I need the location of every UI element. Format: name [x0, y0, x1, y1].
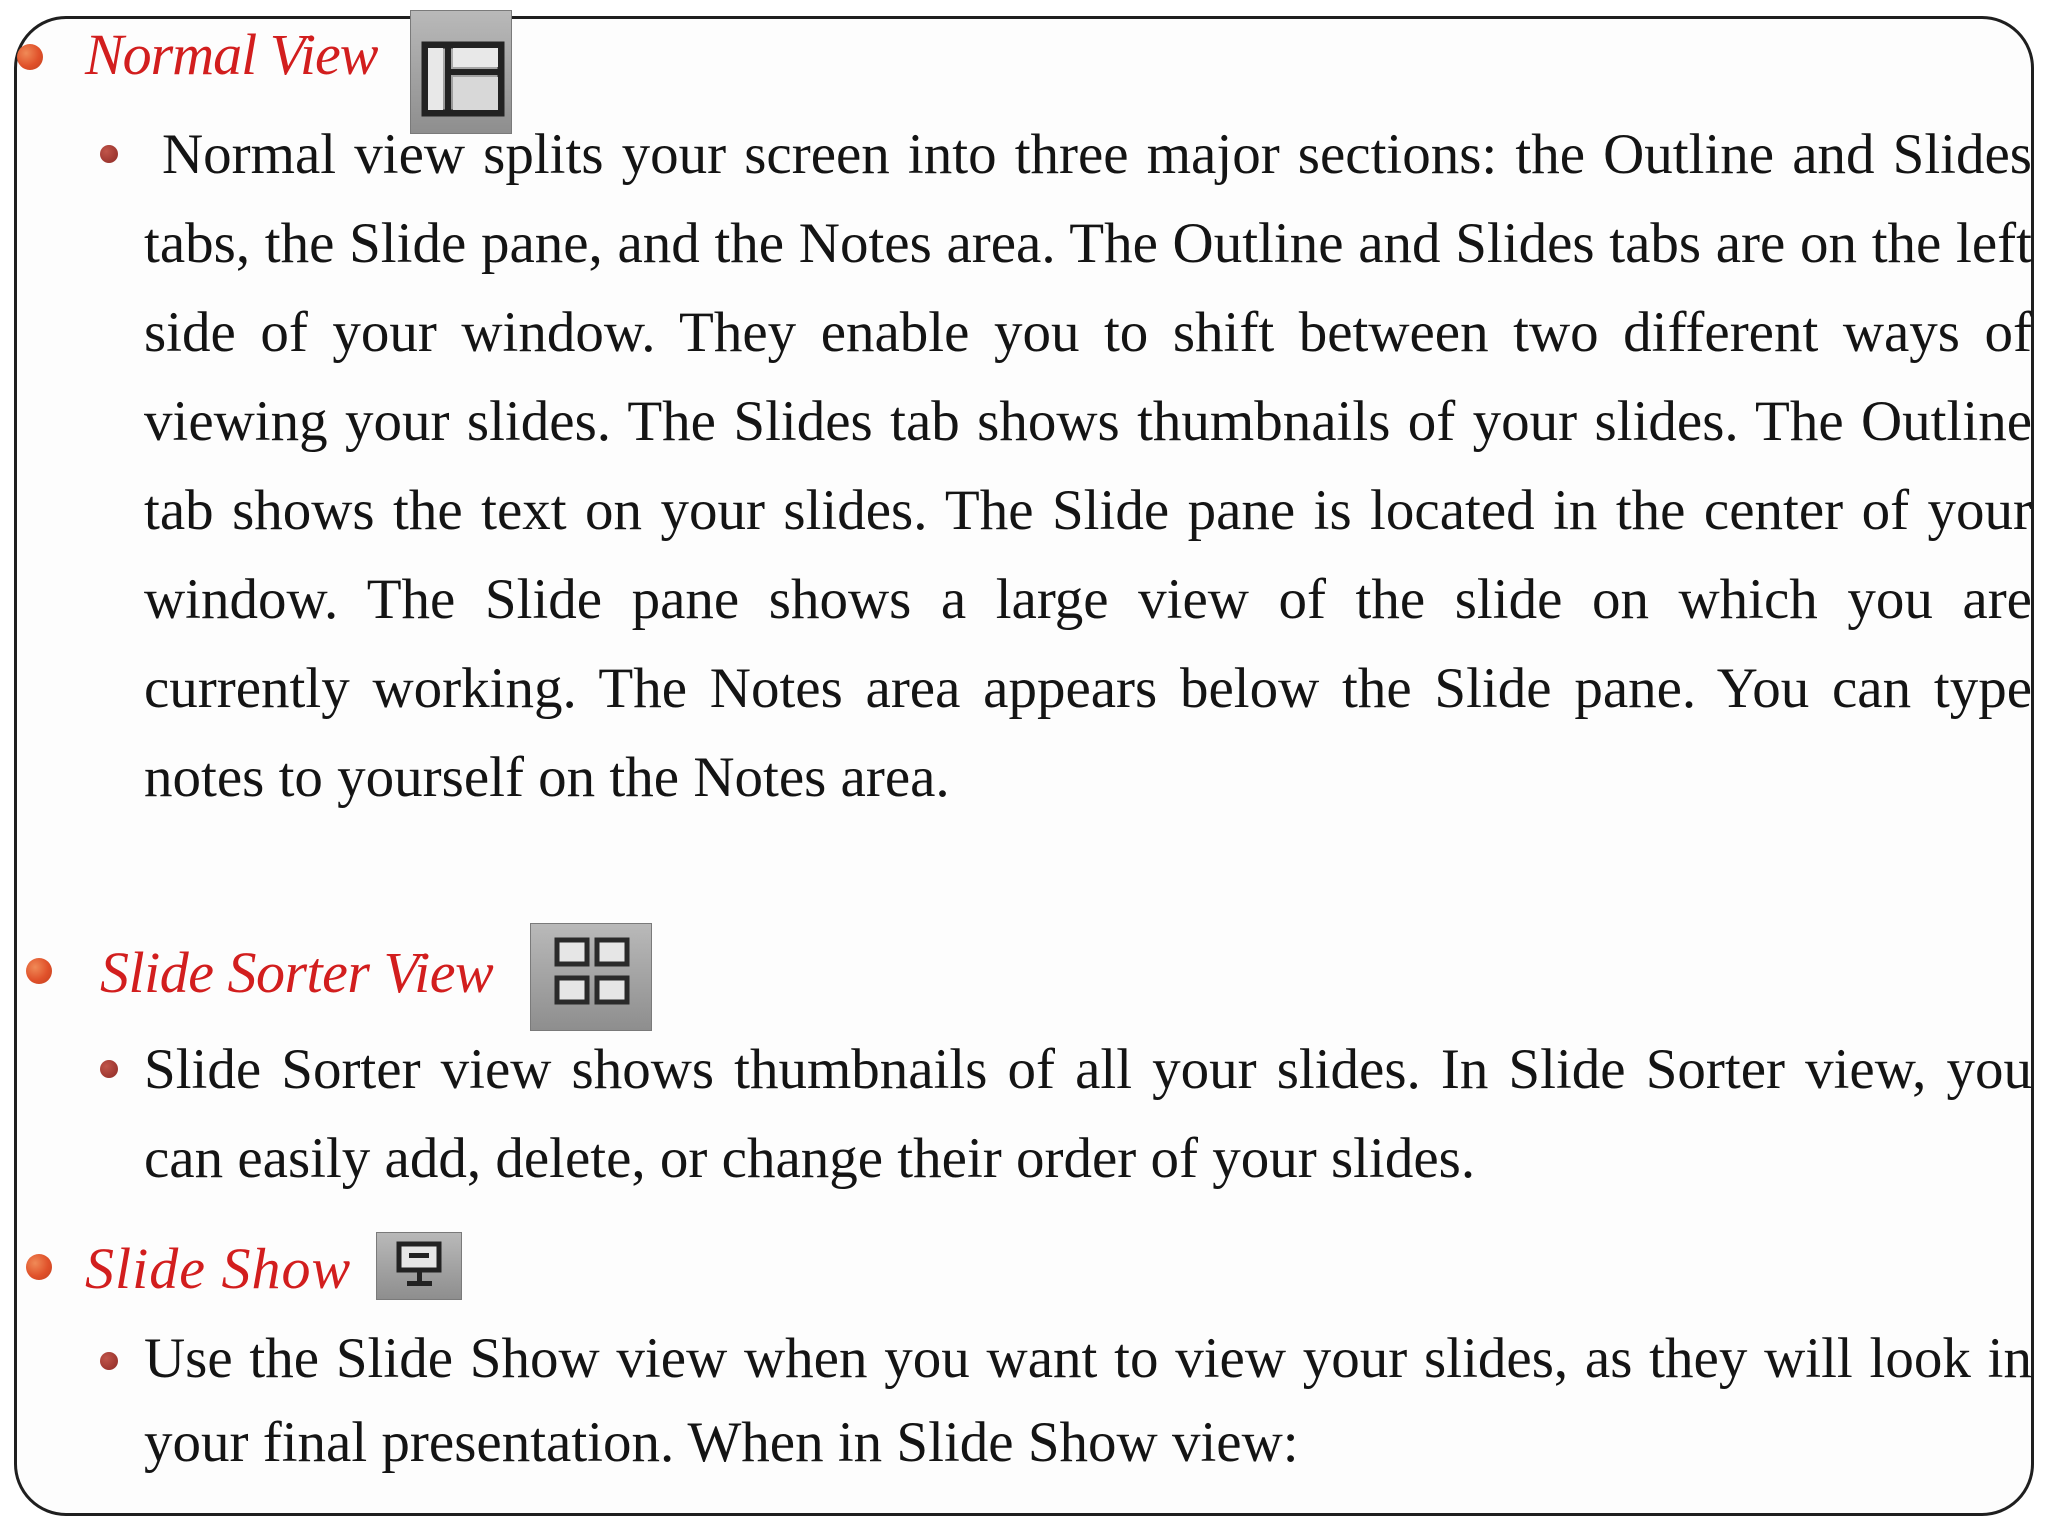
- normal-view-heading: Normal View: [85, 22, 378, 87]
- slide-sorter-view-description: Slide Sorter view shows thumbnails of all your slides. In Slide Sorter view, you can easily add, delete, or change their order of your slides.: [144, 1038, 2032, 1190]
- slide-show-heading: Slide Show: [85, 1236, 352, 1301]
- body-bullet: [100, 1352, 118, 1370]
- slide-show-icon[interactable]: [376, 1232, 462, 1300]
- slide-show-description: Use the Slide Show view when you want to view your slides, as they will look in your final presentation. When in Slide Show view:: [144, 1327, 2032, 1474]
- slide-sorter-view-icon[interactable]: [530, 923, 652, 1031]
- normal-view-description: Normal view splits your screen into three major sections: the Outline and Slides tabs, the Slide pane, and the Notes area. The Outline and Slides tabs are on the left side of your window. They enable you to shift between two different ways of viewing your slides. The Slides tab shows thumbnails of your slides. The Outline tab shows the text on your slides. The Slide pane is located in the center of your window. The Slide pane shows a large view of the slide on which you are currently working. The Notes area appears below the Slide pane. You can type notes to yourself on the Notes area.: [144, 123, 2032, 809]
- body-bullet: [100, 1060, 118, 1078]
- heading-bullet: [26, 958, 52, 984]
- heading-bullet: [26, 1254, 52, 1280]
- heading-bullet: [17, 44, 43, 70]
- slide-sorter-view-heading: Slide Sorter View: [100, 940, 494, 1005]
- body-bullet: [100, 145, 118, 163]
